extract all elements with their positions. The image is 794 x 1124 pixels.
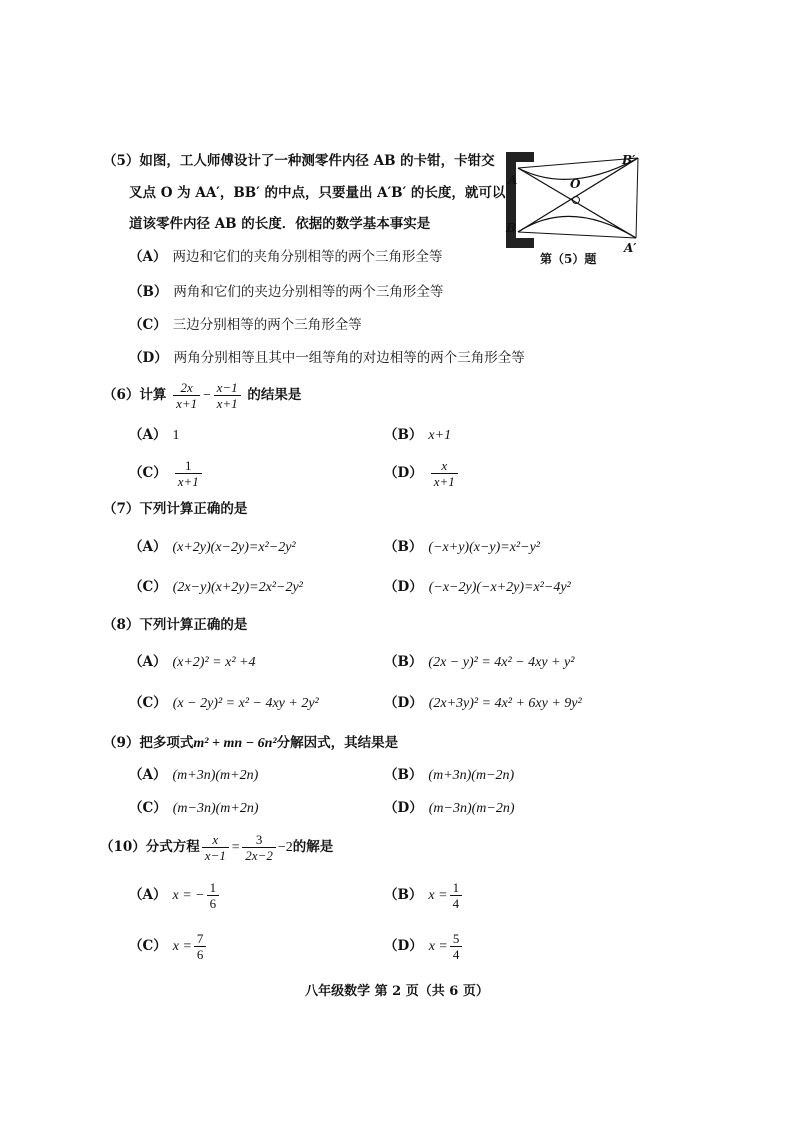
q6-option-b[interactable]: （B） x+1 xyxy=(384,427,452,443)
q7-option-d[interactable]: （D） (−x−2y)(−x+2y)=x²−4y² xyxy=(384,579,571,595)
q10-option-c[interactable]: （C） x = $\frac{7}{6}$ xyxy=(129,931,208,962)
q10-fraction-2: $\frac{3}{2x-2}$ xyxy=(242,832,276,863)
q9-option-b[interactable]: （B） (m+3n)(m−2n) xyxy=(384,767,515,783)
q7-option-c[interactable]: （C） (2x−y)(x+2y)=2x²−2y² xyxy=(129,579,303,595)
arm-b-bp xyxy=(518,158,638,232)
caliper-figure xyxy=(500,150,650,260)
q6-option-d[interactable]: （D） $\frac{x}{x+1}$ xyxy=(384,458,460,489)
q9-option-a[interactable]: （A） (m+3n)(m+2n) xyxy=(129,767,259,783)
q5-option-d[interactable]: （D） 两角分别相等且其中一组等角的对边相等的两个三角形全等 xyxy=(129,350,525,366)
line-ab-bottom xyxy=(518,232,636,238)
q7-option-a[interactable]: （A） (x+2y)(x−2y)=x²−2y² xyxy=(129,539,296,555)
q5-option-b[interactable]: （B） 两角和它们的夹边分别相等的两个三角形全等 xyxy=(129,284,444,300)
q8-option-a[interactable]: （A） (x+2)² = x² +4 xyxy=(129,654,256,670)
q10-option-b[interactable]: （B） x = $\frac{1}{4}$ xyxy=(384,880,464,911)
label-a: A xyxy=(508,173,518,187)
q8-stem: （8）下列计算正确的是 xyxy=(103,617,248,633)
page-footer: 八年级数学 第 2 页（共 6 页） xyxy=(305,984,489,999)
q6-option-a[interactable]: （A） 1 xyxy=(129,427,180,443)
q6-fraction-1: $\frac{2x}{x+1}$ xyxy=(173,380,200,411)
q6-option-c[interactable]: （C） $\frac{1}{x+1}$ xyxy=(129,458,204,489)
q6-fraction-2: $\frac{x-1}{x+1}$ xyxy=(214,380,241,411)
line-bp-ap xyxy=(636,158,638,238)
q10-option-d[interactable]: （D） x = $\frac{5}{4}$ xyxy=(384,931,464,962)
q10-option-a[interactable]: （A） x = − $\frac{1}{6}$ xyxy=(129,880,221,911)
label-b: B xyxy=(506,221,517,235)
q6-stem: （6）计算 $\frac{2x}{x+1}$ − $\frac{x-1}{x+1}$ 的结果是 xyxy=(103,380,302,411)
q5-line3: 道该零件内径 AB 的长度．依据的数学基本事实是 xyxy=(129,216,431,232)
q5-line1: （5）如图，工人师傅设计了一种测零件内径 AB 的卡钳，卡钳交 xyxy=(103,153,495,169)
q8-option-c[interactable]: （C） (x − 2y)² = x² − 4xy + 2y² xyxy=(129,695,319,711)
q8-option-d[interactable]: （D） (2x+3y)² = 4x² + 6xy + 9y² xyxy=(384,695,582,711)
q7-stem: （7）下列计算正确的是 xyxy=(103,501,248,517)
q5-line2: 叉点 O 为 AA′，BB′ 的中点，只要量出 A′B′ 的长度，就可以 xyxy=(129,185,506,201)
label-bp: B′ xyxy=(622,153,636,167)
q6-c-fraction: $\frac{1}{x+1}$ xyxy=(175,458,202,489)
q9-option-c[interactable]: （C） (m−3n)(m+2n) xyxy=(129,800,259,816)
q9-option-d[interactable]: （D） (m−3n)(m−2n) xyxy=(384,800,515,816)
figure-caption: 第（5）题 xyxy=(540,252,597,266)
q10-fraction-1: $\frac{x}{x-1}$ xyxy=(202,832,229,863)
q7-option-b[interactable]: （B） (−x+y)(x−y)=x²−y² xyxy=(384,539,540,555)
label-ap: A′ xyxy=(624,241,637,255)
q9-stem: （9）把多项式m² + mn − 6n²分解因式，其结果是 xyxy=(103,735,399,751)
q5-option-c[interactable]: （C） 三边分别相等的两个三角形全等 xyxy=(129,317,362,333)
q6-d-fraction: $\frac{x}{x+1}$ xyxy=(431,458,458,489)
caliper-part-bottom xyxy=(506,238,534,248)
q10-stem: （10）分式方程 $\frac{x}{x-1}$ = $\frac{3}{2x-2}$ −2的解是 xyxy=(100,832,334,863)
q8-option-b[interactable]: （B） (2x − y)² = 4x² − 4xy + y² xyxy=(384,654,575,670)
label-o: O xyxy=(570,177,581,191)
q5-option-a[interactable]: （A） 两边和它们的夹角分别相等的两个三角形全等 xyxy=(129,249,443,265)
